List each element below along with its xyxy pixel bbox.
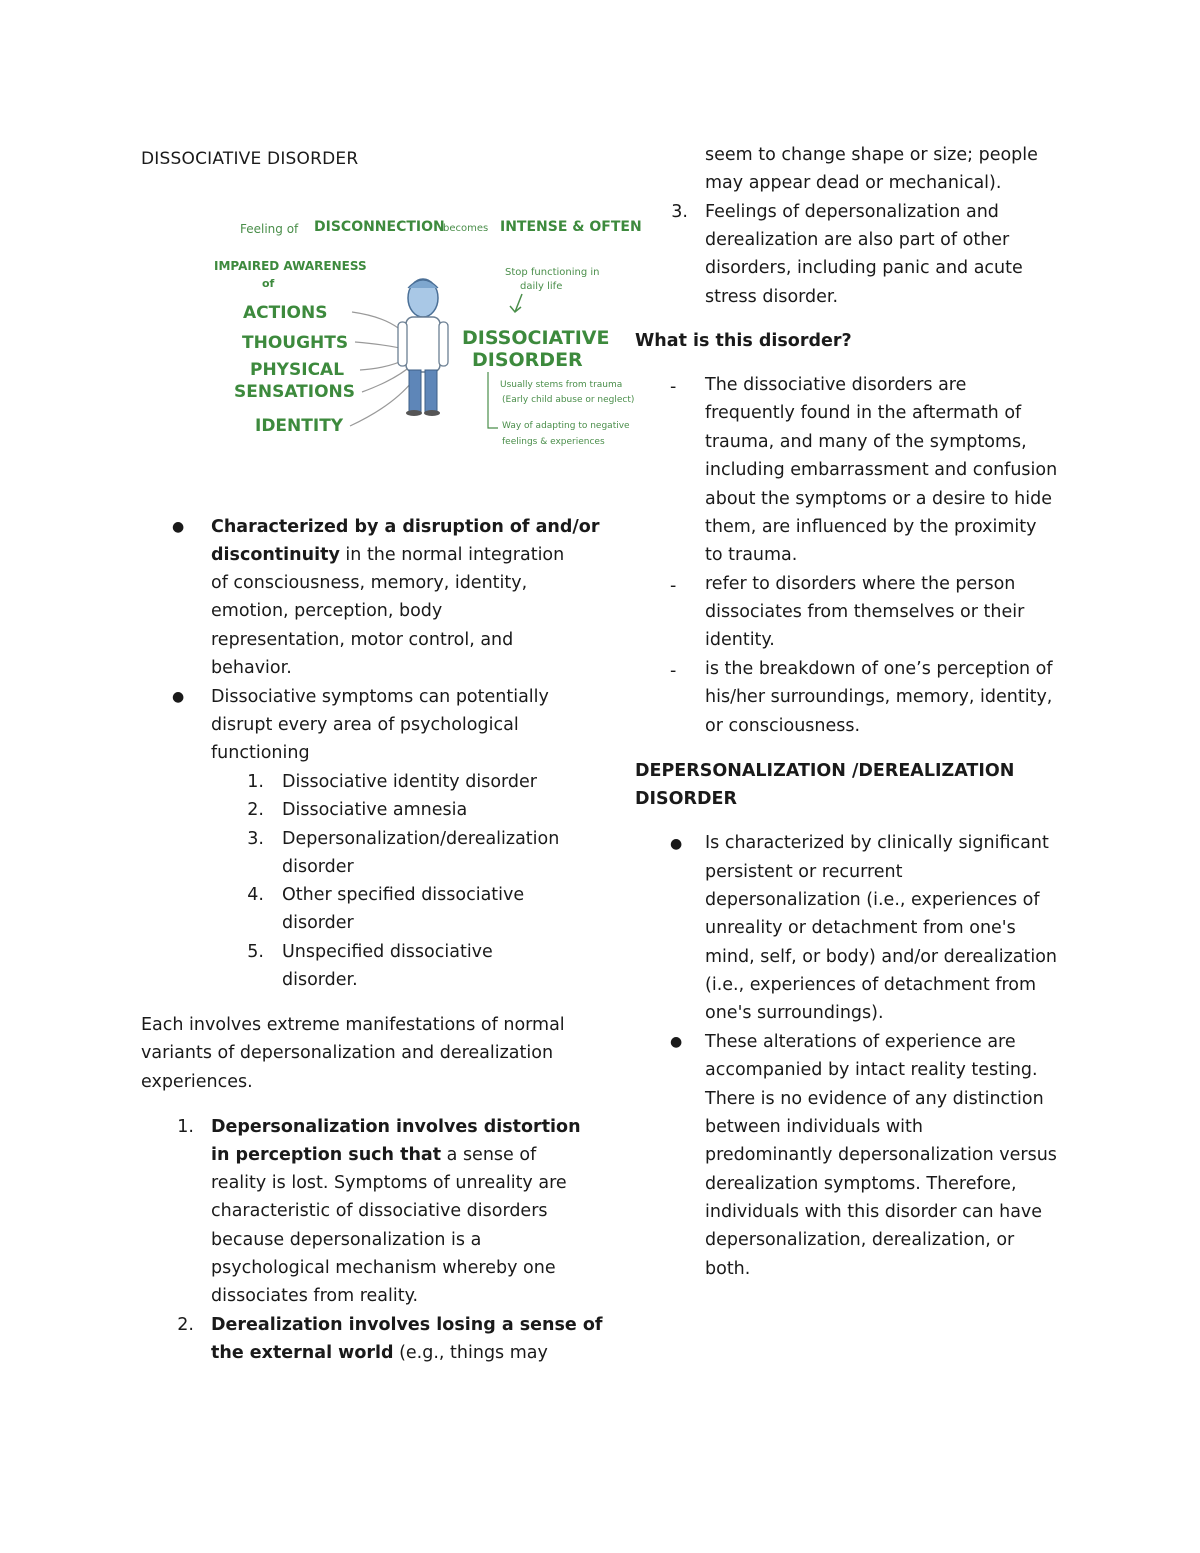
dash3-line1: is the breakdown of one’s perception of (705, 659, 1053, 679)
list-number: 2. (177, 1315, 194, 1335)
type-item-cont: disorder (282, 913, 354, 933)
type-number: 4. (247, 885, 264, 905)
dash2-line2: dissociates from themselves or their (705, 602, 1025, 622)
type-number: 5. (247, 942, 264, 962)
dissociative-disorder-illustration (210, 200, 670, 460)
illus-item-identity: IDENTITY (255, 416, 344, 436)
type-item: Depersonalization/derealization (282, 829, 560, 849)
illus-intense-often: INTENSE & OFTEN (500, 219, 642, 235)
type-item: Other specified dissociative (282, 885, 525, 905)
dash2-line3: identity. (705, 630, 775, 650)
bullet-dot-icon: ● (172, 689, 185, 705)
rbullet2-line9: both. (705, 1259, 751, 1279)
num1-line5: because depersonalization is a (211, 1230, 482, 1250)
dash3-line3: or consciousness. (705, 716, 861, 736)
dash1-line3: trauma, and many of the symptoms, (705, 432, 1027, 452)
num1-line2: in perception such that a sense of (211, 1145, 537, 1165)
illus-of: of (262, 277, 275, 290)
illus-daily-life: daily life (520, 281, 563, 292)
num1-line6: psychological mechanism whereby one (211, 1258, 556, 1278)
illus-note-adapting: Way of adapting to negative (502, 421, 630, 431)
bullet-dot-icon: ● (670, 1034, 683, 1050)
left-bullet1-line4: emotion, perception, body (211, 601, 443, 621)
num3-line2: derealization are also part of other (705, 230, 1010, 250)
page-title: DISSOCIATIVE DISORDER (141, 149, 359, 169)
illus-stop-functioning: Stop functioning in (505, 267, 600, 278)
rbullet2-line6: derealization symptoms. Therefore, (705, 1174, 1017, 1194)
type-number: 3. (247, 829, 264, 849)
rbullet2-line1: These alterations of experience are (705, 1032, 1016, 1052)
dash2-line1: refer to disorders where the person (705, 574, 1016, 594)
bullet-dot-icon: ● (172, 519, 185, 535)
num2-line2: the external world (e.g., things may (211, 1343, 548, 1363)
dash1-line7: to trauma. (705, 545, 798, 565)
type-number: 2. (247, 800, 264, 820)
type-item: Dissociative amnesia (282, 800, 468, 820)
right-cont-line2: may appear dead or mechanical). (705, 173, 1002, 193)
num1-line3: reality is lost. Symptoms of unreality are (211, 1173, 567, 1193)
left-bullet1-line3: of consciousness, memory, identity, (211, 573, 528, 593)
dash-marker: - (670, 661, 677, 681)
dash1-line4: including embarrassment and confusion (705, 460, 1058, 480)
num3-line1: Feelings of depersonalization and (705, 202, 999, 222)
list-number: 1. (177, 1117, 194, 1137)
left-bullet1-line6: behavior. (211, 658, 292, 678)
rbullet1-line6: (i.e., experiences of detachment from (705, 975, 1037, 995)
rbullet1-line3: depersonalization (i.e., experiences of (705, 890, 1040, 910)
left-bullet1-line1: Characterized by a disruption of and/or (211, 517, 600, 537)
left-bullet2-line3: functioning (211, 743, 310, 763)
left-bullet1-line2: discontinuity in the normal integration (211, 545, 565, 565)
section-heading: What is this disorder? (635, 331, 852, 351)
dash-marker: - (670, 576, 677, 596)
person-figure-icon (398, 279, 448, 416)
dash3-line2: his/her surroundings, memory, identity, (705, 687, 1053, 707)
dash1-line1: The dissociative disorders are (705, 375, 967, 395)
type-item-cont: disorder (282, 857, 354, 877)
type-number: 1. (247, 772, 264, 792)
rbullet2-line4: between individuals with (705, 1117, 923, 1137)
num1-line4: characteristic of dissociative disorders (211, 1201, 548, 1221)
rbullet1-line5: mind, self, or body) and/or derealization (705, 947, 1058, 967)
illus-becomes: becomes (443, 223, 489, 234)
rbullet2-line3: There is no evidence of any distinction (705, 1089, 1044, 1109)
type-item: Unspecified dissociative (282, 942, 493, 962)
rbullet1-line1: Is characterized by clinically significant (705, 833, 1049, 853)
illus-feeling-of: Feeling of (240, 222, 299, 236)
section-heading-2-line2: DISORDER (635, 789, 737, 809)
rbullet2-line8: depersonalization, derealization, or (705, 1230, 1015, 1250)
bullet-dot-icon: ● (670, 836, 683, 852)
left-para-line2: variants of depersonalization and derealization (141, 1043, 554, 1063)
illus-item-physical: PHYSICAL (250, 360, 345, 380)
illus-impaired-awareness: IMPAIRED AWARENESS (214, 259, 367, 273)
num2-line1: Derealization involves losing a sense of (211, 1315, 603, 1335)
left-bullet2-line1: Dissociative symptoms can potentially (211, 687, 549, 707)
num3-line4: stress disorder. (705, 287, 839, 307)
dash1-line5: about the symptoms or a desire to hide (705, 489, 1052, 509)
dash1-line6: them, are influenced by the proximity (705, 517, 1037, 537)
num1-line1: Depersonalization involves distortion (211, 1117, 581, 1137)
num3-line3: disorders, including panic and acute (705, 258, 1023, 278)
rbullet1-line2: persistent or recurrent (705, 862, 903, 882)
illus-disconnection: DISCONNECTION (314, 219, 445, 235)
section-heading-2-line1: DEPERSONALIZATION /DEREALIZATION (635, 761, 1015, 781)
illus-center-disorder: DISORDER (472, 349, 583, 371)
right-cont-line1: seem to change shape or size; people (705, 145, 1038, 165)
left-para-line3: experiences. (141, 1072, 253, 1092)
rbullet1-line7: one's surroundings). (705, 1003, 884, 1023)
left-bullet2-line2: disrupt every area of psychological (211, 715, 519, 735)
illus-center-dissociative: DISSOCIATIVE (462, 327, 610, 349)
type-item: Dissociative identity disorder (282, 772, 537, 792)
left-para-line1: Each involves extreme manifestations of normal (141, 1015, 565, 1035)
list-number: 3. (671, 202, 688, 222)
illus-note-feelings: feelings & experiences (502, 437, 605, 447)
illus-note-abuse: (Early child abuse or neglect) (502, 395, 635, 405)
left-bullet1-line5: representation, motor control, and (211, 630, 514, 650)
rbullet2-line5: predominantly depersonalization versus (705, 1145, 1057, 1165)
dash1-line2: frequently found in the aftermath of (705, 403, 1022, 423)
illus-item-actions: ACTIONS (243, 303, 328, 323)
type-item-cont: disorder. (282, 970, 358, 990)
rbullet2-line7: individuals with this disorder can have (705, 1202, 1043, 1222)
dash-marker: - (670, 377, 677, 397)
num1-line7: dissociates from reality. (211, 1286, 419, 1306)
illus-item-thoughts: THOUGHTS (242, 333, 349, 353)
illus-note-trauma: Usually stems from trauma (500, 380, 623, 390)
rbullet1-line4: unreality or detachment from one's (705, 918, 1016, 938)
illus-item-sensations: SENSATIONS (234, 382, 356, 402)
rbullet2-line2: accompanied by intact reality testing. (705, 1060, 1038, 1080)
